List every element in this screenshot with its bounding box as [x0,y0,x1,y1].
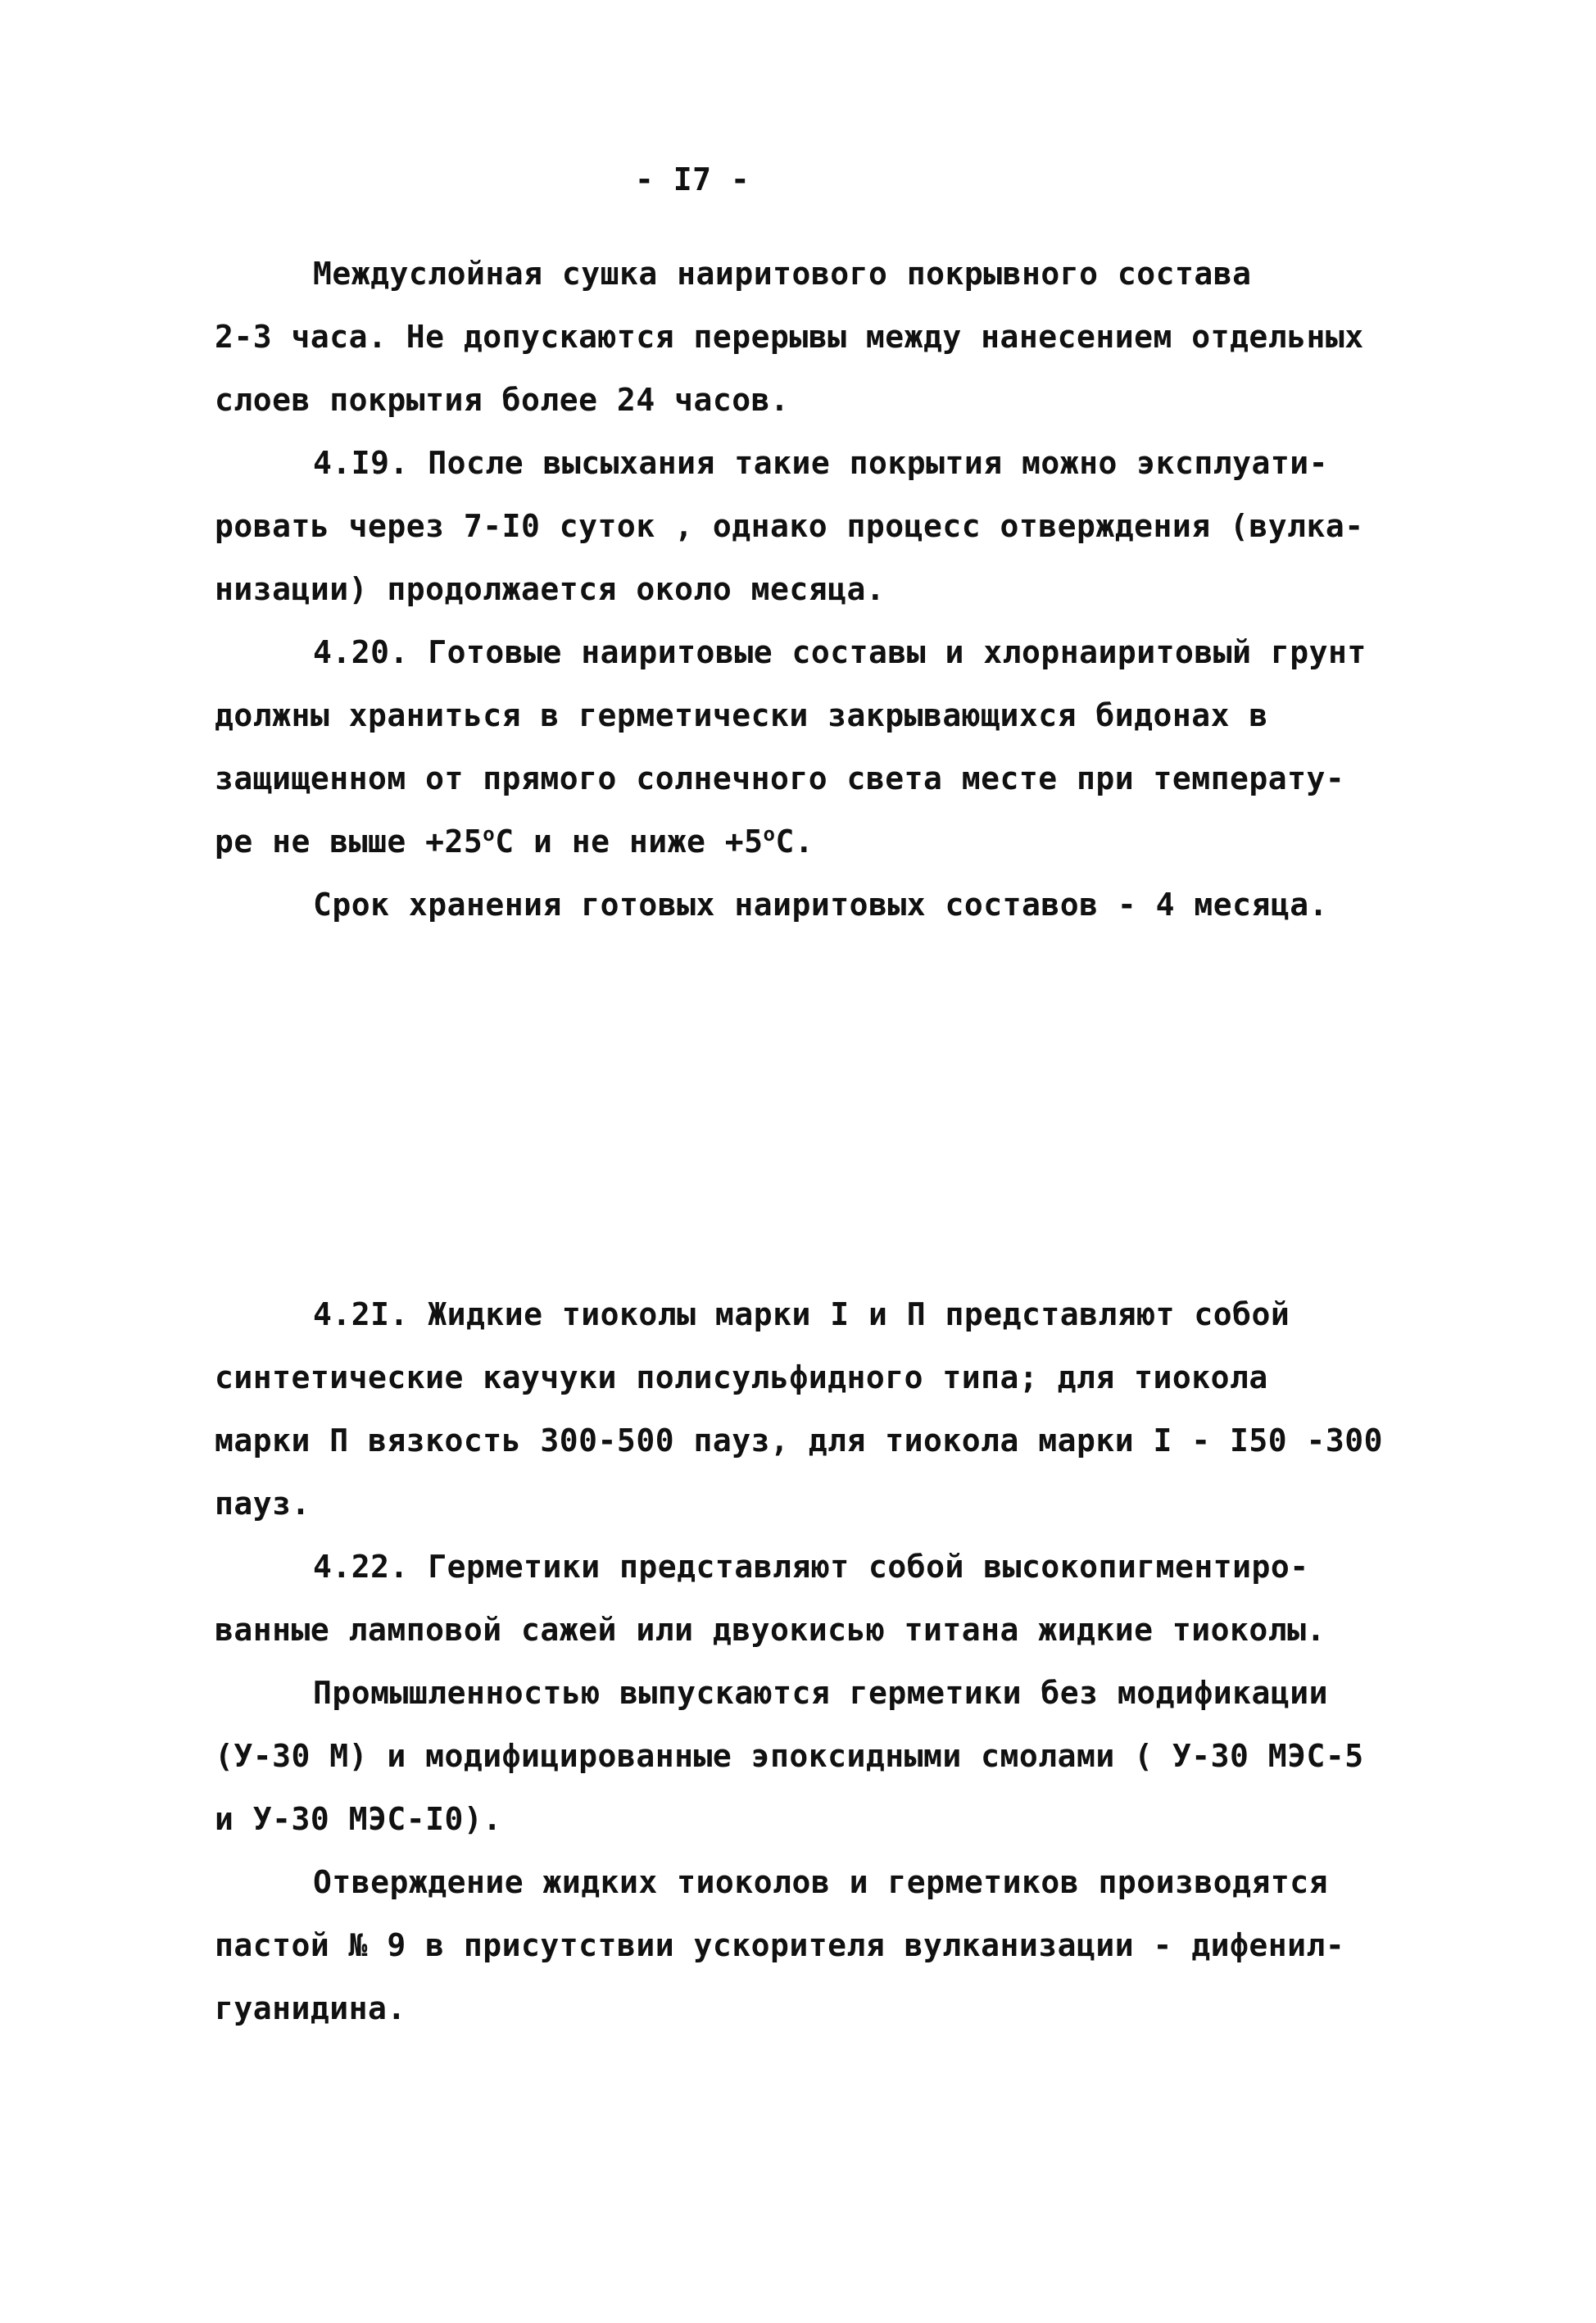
text-line: синтетические каучуки полисульфидного типа; для тиокола [215,1359,1268,1395]
text-line: слоев покрытия более 24 часов. [215,382,790,418]
text-line: марки П вязкость 300-500 пауз, для тиокола марки I - I50 -300 [215,1422,1384,1459]
text-line: 4.I9. После высыхания такие покрытия можно эксплуати- [313,445,1329,481]
text-line: пастой № 9 в присутствии ускорителя вулканизации - дифенил- [215,1927,1345,1963]
text-line: 4.2I. Жидкие тиоколы марки I и П представляют собой [313,1296,1290,1332]
text-line: защищенном от прямого солнечного света месте при температу- [215,760,1345,796]
degree-mark: o [483,823,496,846]
text-fragment: С. [775,823,814,860]
text-line: низации) продолжается около месяца. [215,571,886,607]
text-line: 4.20. Готовые наиритовые составы и хлорнаиритовый грунт [313,634,1367,670]
text-line: должны храниться в герметически закрывающихся бидонах в [215,697,1268,733]
text-line: (У-30 М) и модифицированные эпоксидными смолами ( У-30 МЭС-5 [215,1738,1364,1774]
text-line [215,823,814,860]
text-line: и У-30 МЭС-I0). [215,1801,502,1837]
text-line: Отверждение жидких тиоколов и герметиков производятся [313,1864,1329,1900]
text-line: Срок хранения готовых наиритовых составов - 4 месяца. [313,887,1329,923]
text-line: пауз. [215,1486,311,1522]
text-line: ровать через 7-I0 суток , однако процесс отверждения (вулка- [215,508,1364,544]
text-line: Промышленностью выпускаются герметики без модификации [313,1675,1329,1711]
text-fragment: С и не ниже +5 [495,823,764,860]
page-number: - I7 - [635,161,750,197]
text-line: гуанидина. [215,1990,406,2026]
degree-mark: o [763,823,776,846]
text-fragment: ре не выше +25 [215,823,483,860]
text-line: Междуслойная сушка наиритового покрывного состава [313,256,1252,292]
text-line: 2-3 часа. Не допускаются перерывы между нанесением отдельных [215,319,1364,355]
text-line: ванные ламповой сажей или двуокисью титана жидкие тиоколы. [215,1612,1326,1648]
text-line: 4.22. Герметики представляют собой высокопигментиро- [313,1549,1309,1585]
